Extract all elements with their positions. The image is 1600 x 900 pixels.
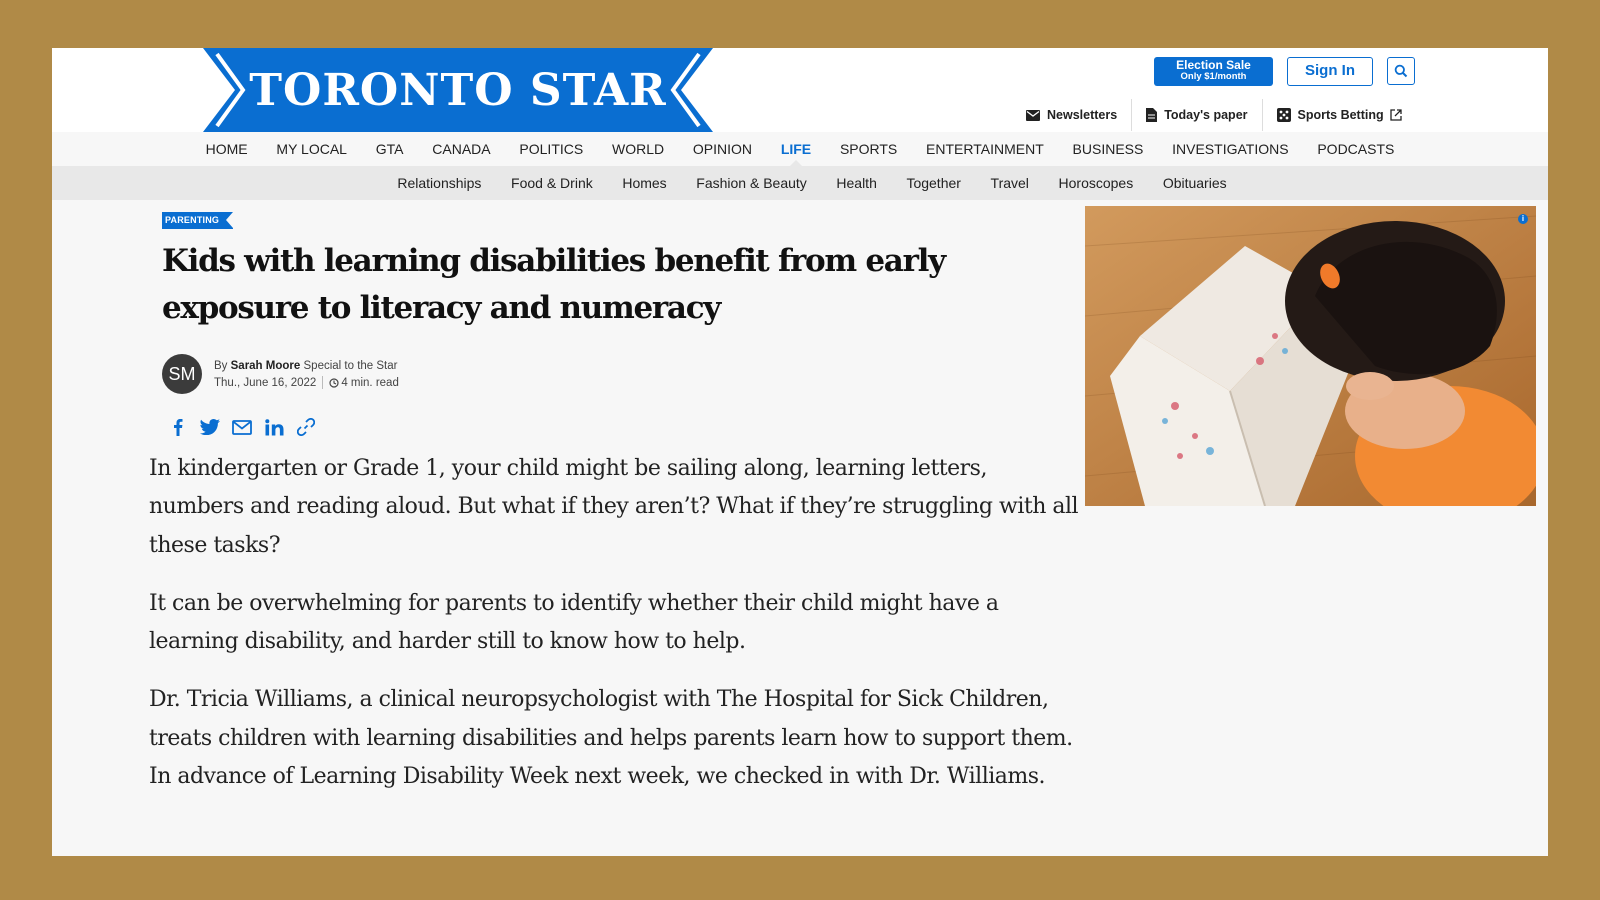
nav-life[interactable]: LIFE [766, 132, 825, 166]
subnav-horoscopes[interactable]: Horoscopes [1058, 175, 1134, 191]
nav-gta[interactable]: GTA [375, 141, 404, 157]
sports-betting-label: Sports Betting [1297, 108, 1384, 122]
subnav-food-drink[interactable]: Food & Drink [511, 175, 593, 191]
clock-icon [329, 378, 339, 388]
election-sale-price: Only $1/month [1180, 71, 1247, 82]
nav-opinion[interactable]: OPINION [692, 141, 753, 157]
article-paragraph: It can be overwhelming for parents to identify whether their child might have a learning disability, and harder still to know how to help. [149, 590, 999, 655]
todays-paper-label: Today's paper [1164, 108, 1248, 122]
article-headline: Kids with learning disabilities benefit from early exposure to literacy and numeracy [162, 243, 945, 326]
nav-investigations[interactable]: INVESTIGATIONS [1172, 141, 1289, 157]
sign-in-button[interactable]: Sign In [1287, 57, 1373, 86]
article-photo-illustration [1085, 206, 1536, 506]
subnav-obituaries[interactable]: Obituaries [1162, 175, 1227, 191]
author-avatar[interactable]: SM [162, 354, 202, 394]
top-bar [52, 48, 1548, 132]
subnav-health[interactable]: Health [836, 175, 877, 191]
subnav-travel[interactable]: Travel [990, 175, 1029, 191]
search-icon [1394, 64, 1408, 78]
article-photo[interactable] [1085, 206, 1536, 506]
document-icon [1146, 108, 1157, 122]
section-tag-parenting[interactable]: PARENTING [162, 212, 233, 229]
election-sale-title: Election Sale [1176, 58, 1251, 72]
subnav-fashion-beauty[interactable]: Fashion & Beauty [696, 175, 807, 191]
newsletters-label: Newsletters [1047, 108, 1118, 122]
todays-paper-link[interactable] [1132, 99, 1262, 131]
linkedin-icon [265, 419, 284, 436]
search-button[interactable] [1387, 57, 1415, 85]
read-time: 4 min. read [341, 377, 399, 389]
author-name[interactable]: Sarah Moore [230, 360, 301, 372]
newsletters-link[interactable] [1012, 99, 1132, 131]
article-body [149, 450, 1079, 816]
nav-podcasts[interactable]: PODCASTS [1317, 141, 1395, 157]
external-link-icon [1390, 109, 1402, 121]
nav-politics[interactable]: POLITICS [519, 141, 584, 157]
article-page [52, 48, 1548, 856]
nav-sports[interactable]: SPORTS [839, 141, 898, 157]
nav-world[interactable]: WORLD [612, 141, 665, 157]
share-link-button[interactable] [290, 416, 322, 438]
byline-divider [322, 376, 323, 389]
subnav-together[interactable]: Together [906, 175, 961, 191]
utility-links [1012, 98, 1402, 132]
author-role: Special to the Star [303, 360, 398, 372]
byline [214, 358, 399, 392]
photo-info-icon[interactable]: i [1518, 214, 1528, 224]
logo-text: TORONTO STAR [249, 64, 667, 116]
publish-date: Thu., June 16, 2022 [214, 377, 317, 389]
share-linkedin-button[interactable] [258, 416, 290, 438]
nav-entertainment[interactable]: ENTERTAINMENT [926, 141, 1044, 157]
link-icon [297, 418, 315, 436]
article-paragraph: Dr. Tricia Williams, a clinical neuropsychologist with The Hospital for Sick Children, treats children with learning disabilities and helps parents learn how to support them. In advance of Learning Disability Week next week, we checked in with Dr. Williams. [149, 687, 1073, 790]
nav-canada[interactable]: CANADA [432, 141, 491, 157]
dice-icon [1277, 108, 1291, 122]
nav-business[interactable]: BUSINESS [1072, 141, 1144, 157]
facebook-icon [173, 418, 183, 436]
sub-nav [52, 166, 1548, 200]
nav-my-local[interactable]: MY LOCAL [276, 141, 347, 157]
toronto-star-logo[interactable] [203, 48, 713, 132]
share-bar [162, 416, 322, 438]
election-sale-button[interactable] [1154, 57, 1273, 86]
nav-home[interactable]: HOME [205, 141, 248, 157]
main-nav [52, 132, 1548, 166]
email-icon [232, 420, 252, 435]
share-facebook-button[interactable] [162, 416, 194, 438]
sports-betting-link[interactable] [1263, 99, 1402, 131]
subnav-homes[interactable]: Homes [622, 175, 667, 191]
article-paragraph: In kindergarten or Grade 1, your child might be sailing along, learning letters, numbers and reading aloud. But what if they aren’t? What if they’re struggling with all these tasks? [149, 456, 1079, 558]
share-email-button[interactable] [226, 416, 258, 438]
share-twitter-button[interactable] [194, 416, 226, 438]
subnav-relationships[interactable]: Relationships [397, 175, 482, 191]
byline-by: By [214, 360, 228, 372]
mail-icon [1026, 110, 1040, 121]
twitter-icon [200, 419, 220, 435]
